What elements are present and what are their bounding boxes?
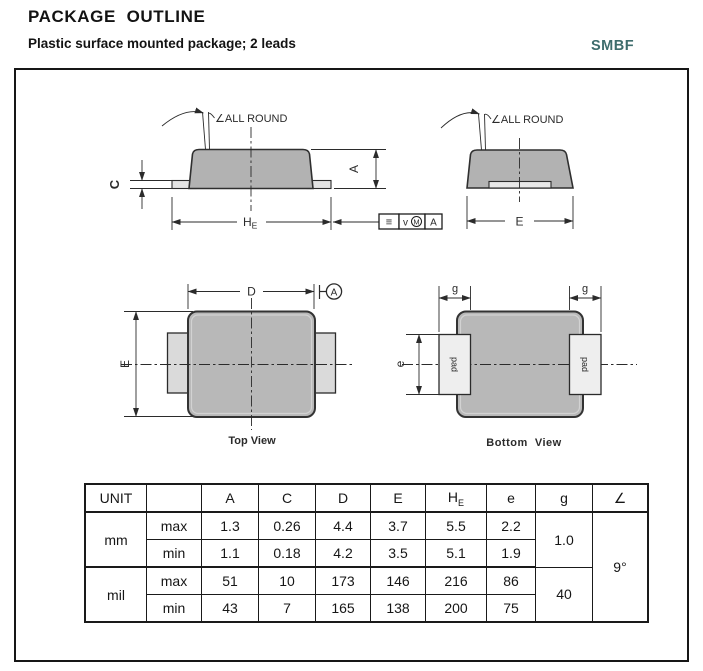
col-header-angle: ∠ [593,484,649,512]
value-cell: 0.18 [259,540,316,568]
value-cell: 1.9 [487,540,536,568]
value-cell: 3.5 [371,540,426,568]
col-header-unit: UNIT [85,484,147,512]
value-cell: 146 [371,567,426,595]
col-header-e-small: e [487,484,536,512]
bound-cell: max [147,567,202,595]
bottom-view-caption: Bottom View [486,437,562,449]
value-cell: 200 [426,595,487,623]
front-all-round-label: ∠ALL ROUND [215,113,288,125]
col-header-e: E [371,484,426,512]
bottom-view [393,283,637,449]
value-cell-angle: 9° [593,512,649,622]
col-header-c: C [259,484,316,512]
bottom-pad-left-label: pad [449,356,460,373]
value-cell: 75 [487,595,536,623]
value-cell: 1.3 [202,512,259,540]
bound-cell: max [147,512,202,540]
bound-cell: min [147,595,202,623]
value-cell: 86 [487,567,536,595]
value-cell: 5.1 [426,540,487,568]
bottom-dim-e-label: e [393,360,407,368]
value-cell: 4.4 [316,512,371,540]
value-cell: 43 [202,595,259,623]
top-tab-right [315,333,336,393]
end-pad-strip [489,182,551,189]
value-cell-g-mm: 1.0 [536,512,593,567]
top-view [118,284,352,447]
dimension-table [84,483,649,623]
fcf-datum: A [430,217,437,229]
value-cell: 0.26 [259,512,316,540]
page-title: PACKAGE OUTLINE [28,7,206,26]
bottom-pad-right-label: pad [580,356,590,373]
value-cell: 4.2 [316,540,371,568]
value-cell: 3.7 [371,512,426,540]
top-dim-d-label: D [247,284,256,299]
value-cell: 51 [202,567,259,595]
value-cell: 165 [316,595,371,623]
bottom-dim-g-right-label: g [581,283,589,295]
unit-cell-mil: mil [85,567,147,622]
value-cell: 10 [259,567,316,595]
table-row [85,567,648,595]
value-cell: 138 [371,595,426,623]
value-cell: 5.5 [426,512,487,540]
col-header-blank [147,484,202,512]
bound-cell: min [147,540,202,568]
col-header-a: A [202,484,259,512]
package-code: SMBF [591,38,635,54]
table-row [85,512,648,540]
front-side-view [107,112,442,231]
feature-control-frame [379,214,442,229]
top-tab-left [168,333,189,393]
top-dim-e-label: E [118,359,132,369]
value-cell: 216 [426,567,487,595]
bottom-dim-g-left-label: g [451,283,459,295]
col-header-d: D [316,484,371,512]
value-cell: 2.2 [487,512,536,540]
value-cell-g-mil: 40 [536,567,593,622]
front-dim-he-label: $H_E$ [243,215,258,231]
end-all-round-label: ∠ALL ROUND [491,114,564,126]
end-dim-e-label: E [515,214,524,229]
fcf-modifier: M [413,217,420,227]
top-view-caption: Top View [228,435,276,447]
col-header-g: g [536,484,593,512]
page-subtitle: Plastic surface mounted package; 2 leads [28,36,296,51]
fcf-tolerance: v [403,217,408,229]
end-side-view [441,113,573,229]
unit-cell-mm: mm [85,512,147,567]
col-header-he: $H_E$ [426,484,487,512]
value-cell: 7 [259,595,316,623]
value-cell: 1.1 [202,540,259,568]
fcf-symbol: ≡ [385,216,393,229]
front-dim-c-label: C [107,179,122,190]
front-dim-a-label: A [347,164,361,174]
value-cell: 173 [316,567,371,595]
table-header-row [85,484,648,512]
datum-a-label: A [330,287,338,299]
